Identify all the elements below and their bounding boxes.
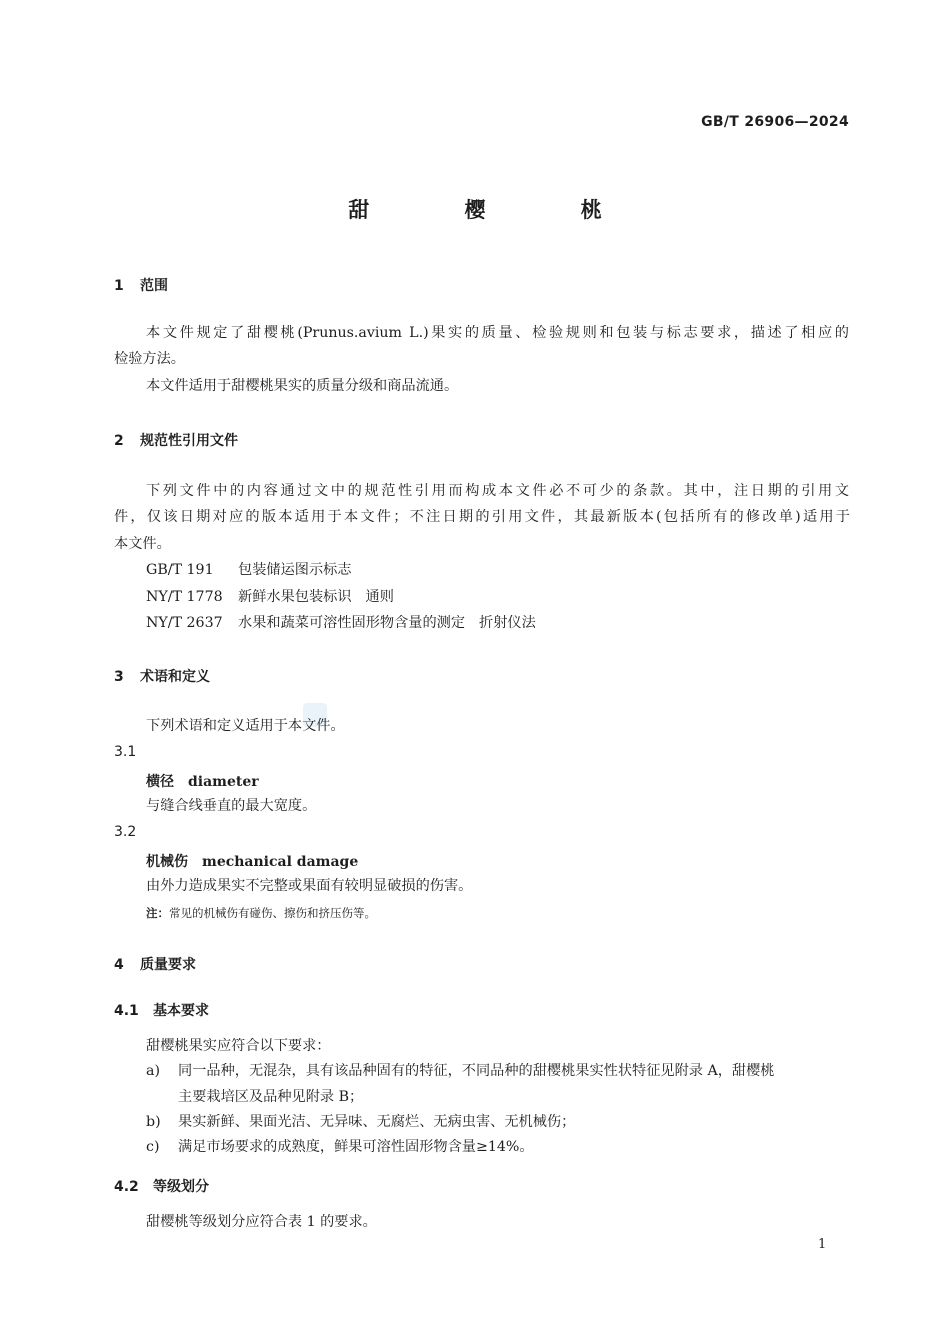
note-text: 常见的机械伤有碰伤、擦伤和挤压伤等。: [169, 906, 376, 920]
note: [146, 905, 376, 921]
note-label: 注：: [146, 906, 169, 920]
scope-paragraph-2: 本文件适用于甜樱桃果实的质量分级和商品流通。: [146, 378, 459, 394]
term-en: diameter: [188, 774, 259, 790]
section-title: 质量要求: [140, 957, 196, 973]
page-number: 1: [818, 1237, 827, 1252]
scope-paragraph-line-1: 本文件规定了甜樱桃(Prunus.avium L.)果实的质量、检验规则和包装与标志要求，描述了相应的: [146, 325, 849, 341]
subsection-number: 4.1: [114, 1003, 139, 1019]
list-item: [146, 1058, 774, 1084]
reference-title: 新鲜水果包装标识: [238, 589, 352, 605]
reference-item: [146, 610, 536, 636]
references-paragraph-line-2: 件，仅该日期对应的版本适用于本文件；不注日期的引用文件，其最新版本(包括所有的修改单)适用于: [114, 509, 850, 525]
section-number: 2: [114, 433, 124, 449]
subsection-title: 等级划分: [153, 1179, 209, 1195]
section-4-heading: [114, 954, 196, 974]
references-paragraph-line-1: 下列文件中的内容通过文中的规范性引用而构成本文件必不可少的条款。其中，注日期的引用文: [146, 483, 849, 499]
scope-paragraph-line-2: 检验方法。: [114, 351, 185, 367]
term-heading: [146, 771, 259, 791]
section-title: 规范性引用文件: [140, 433, 238, 449]
list-marker: c): [146, 1139, 160, 1155]
reference-item: [146, 584, 394, 610]
reference-title-part: 折射仪法: [479, 615, 536, 631]
list-item-continuation: 主要栽培区及品种见附录 B；: [178, 1089, 364, 1105]
subsection-4-2-heading: [114, 1176, 209, 1196]
subsection-4-1-heading: [114, 1000, 209, 1020]
term-en: mechanical damage: [202, 854, 359, 870]
section-1-heading: [114, 275, 168, 295]
list-marker: b): [146, 1114, 161, 1130]
list-item: [146, 1134, 534, 1160]
term-definition: 由外力造成果实不完整或果面有较明显破损的伤害。: [146, 878, 473, 894]
reference-title: 包装储运图示标志: [238, 562, 352, 578]
term-heading: [146, 851, 358, 871]
reference-item: [146, 557, 352, 583]
term-definition: 与缝合线垂直的最大宽度。: [146, 798, 317, 814]
reference-code: NY/T 2637: [146, 615, 223, 631]
reference-code: NY/T 1778: [146, 589, 223, 605]
subsection-number: 4.2: [114, 1179, 139, 1195]
term-zh: 横径: [146, 774, 174, 790]
section-2-heading: [114, 430, 238, 450]
reference-title: 水果和蔬菜可溶性固形物含量的测定: [238, 615, 466, 631]
subsection-title: 基本要求: [153, 1003, 209, 1019]
section-title: 范围: [140, 278, 168, 294]
list-marker: a): [146, 1063, 160, 1079]
references-paragraph-line-3: 本文件。: [114, 536, 171, 552]
terms-intro: 下列术语和定义适用于本文件。: [146, 718, 345, 734]
list-text: 果实新鲜、果面光洁、无异味、无腐烂、无病虫害、无机械伤；: [178, 1114, 576, 1130]
standard-number: GB/T 26906—2024: [701, 114, 849, 130]
term-zh: 机械伤: [146, 854, 188, 870]
list-text: 同一品种，无混杂，具有该品种固有的特征，不同品种的甜樱桃果实性状特征见附录 A，甜樱桃: [178, 1063, 775, 1079]
reference-title-part: 通则: [365, 589, 394, 605]
section-3-heading: [114, 666, 210, 686]
document-title: 甜 樱 桃: [348, 198, 646, 222]
section-number: 3: [114, 669, 124, 685]
section-title: 术语和定义: [140, 669, 210, 685]
list-text: 满足市场要求的成熟度，鲜果可溶性固形物含量≥14%。: [178, 1139, 534, 1155]
section-number: 4: [114, 957, 124, 973]
term-number: 3.1: [114, 744, 137, 760]
reference-code: GB/T 191: [146, 562, 214, 578]
term-number: 3.2: [114, 824, 137, 840]
requirements-intro: 甜樱桃果实应符合以下要求：: [146, 1038, 331, 1054]
list-item: [146, 1109, 575, 1135]
grading-text: 甜樱桃等级划分应符合表 1 的要求。: [146, 1214, 377, 1230]
section-number: 1: [114, 278, 124, 294]
